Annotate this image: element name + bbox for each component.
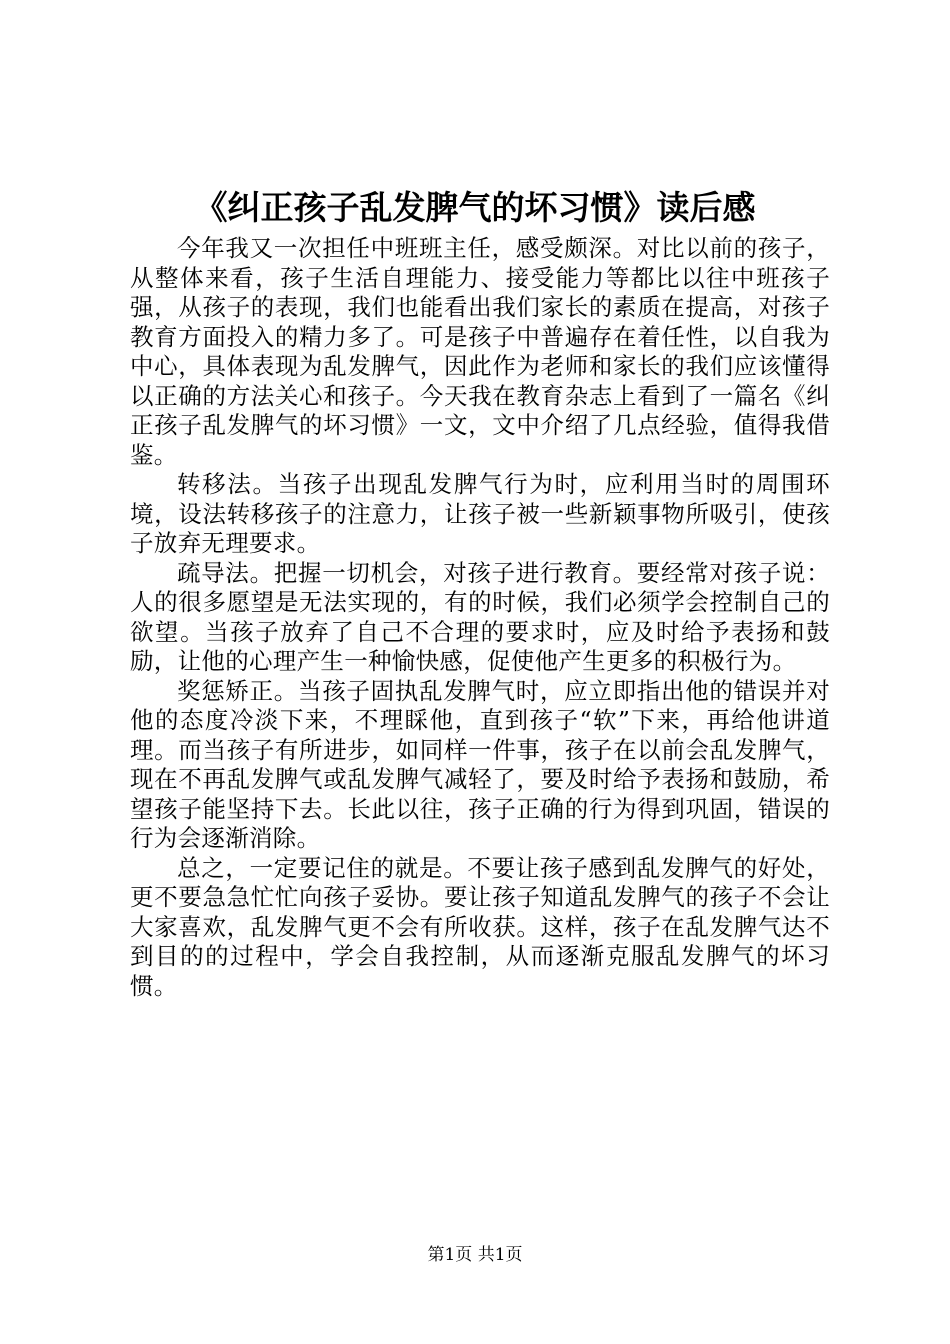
paragraph-guidance-method: 疏导法。把握一切机会，对孩子进行教育。要经常对孩子说：人的很多愿望是无法实现的，有的时候，我们必须学会控制自己的欲望。当孩子放弃了自己不合理的要求时，应及时给予表扬和鼓励，让他的心理产生一种愉快感，促使他产生更多的积极行为。 — [130, 558, 830, 675]
paragraph-conclusion: 总之，一定要记住的就是。不要让孩子感到乱发脾气的好处，更不要急急忙忙向孩子妥协。要让孩子知道乱发脾气的孩子不会让大家喜欢，乱发脾气更不会有所收获。这样，孩子在乱发脾气达不到目的的过程中，学会自我控制，从而逐渐克服乱发脾气的坏习惯。 — [130, 853, 830, 1000]
document-title: 《纠正孩子乱发脾气的坏习惯》读后感 — [194, 188, 756, 227]
document-body — [130, 234, 830, 1001]
paragraph-intro: 今年我又一次担任中班班主任，感受颇深。对比以前的孩子，从整体来看，孩子生活自理能力、接受能力等都比以往中班孩子强，从孩子的表现，我们也能看出我们家长的素质在提高，对孩子教育方面投入的精力多了。可是孩子中普遍存在着任性，以自我为中心，具体表现为乱发脾气，因此作为老师和家长的我们应该懂得以正确的方法关心和孩子。今天我在教育杂志上看到了一篇名《纠正孩子乱发脾气的坏习惯》一文，文中介绍了几点经验，值得我借鉴。 — [130, 234, 830, 469]
paragraph-transfer-method: 转移法。当孩子出现乱发脾气行为时，应利用当时的周围环境，设法转移孩子的注意力，让孩子被一些新颖事物所吸引，使孩子放弃无理要求。 — [130, 470, 830, 557]
paragraph-reward-punishment: 奖惩矫正。当孩子固执乱发脾气时，应立即指出他的错误并对他的态度冷淡下来，不理睬他，直到孩子“软”下来，再给他讲道理。而当孩子有所进步，如同样一件事，孩子在以前会乱发脾气，现在不再乱发脾气或乱发脾气减轻了，要及时给予表扬和鼓励，希望孩子能坚持下去。长此以往，孩子正确的行为得到巩固，错误的行为会逐渐消除。 — [130, 676, 830, 852]
page-footer: 第1页 共1页 — [427, 1245, 523, 1265]
